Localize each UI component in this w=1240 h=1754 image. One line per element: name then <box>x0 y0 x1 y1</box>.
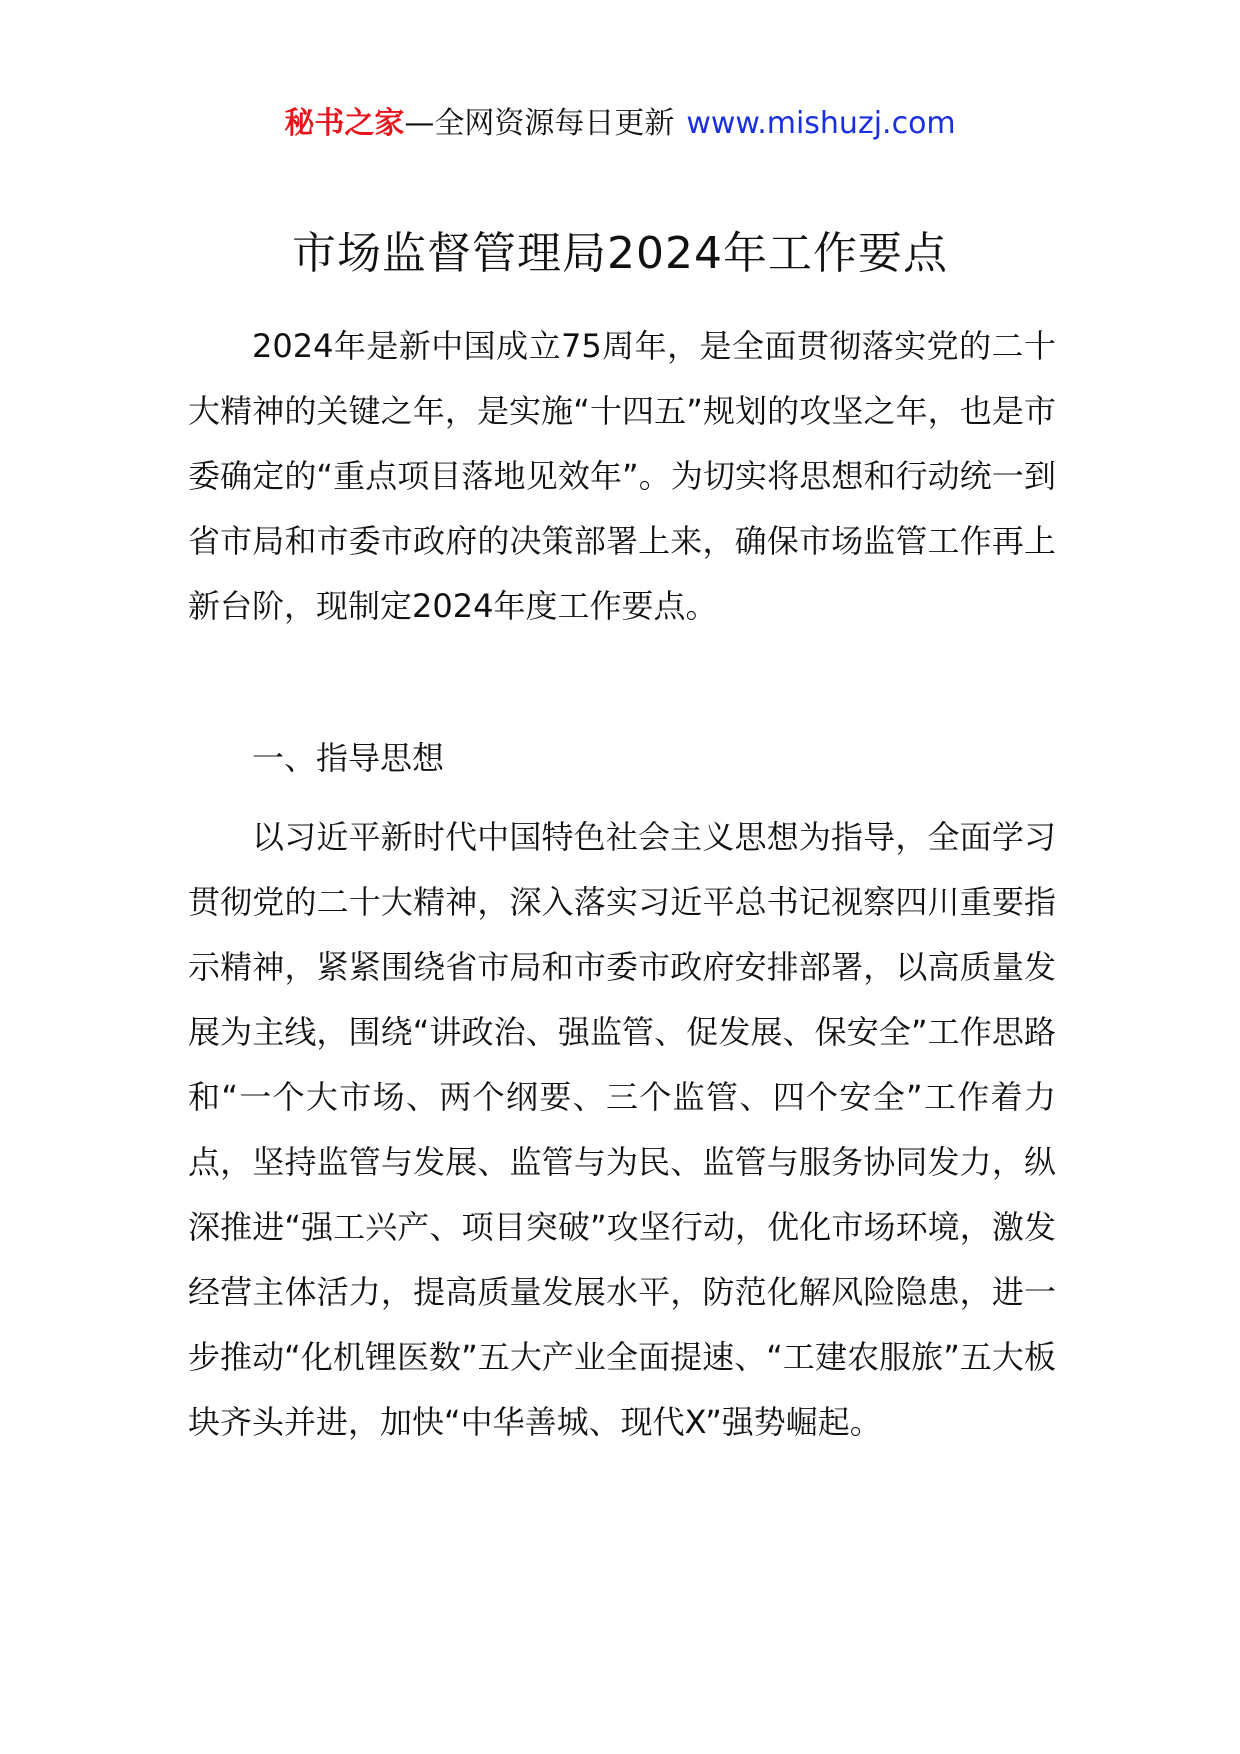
section-heading-guiding-ideology: 一、指导思想 <box>252 739 445 777</box>
brand-name: 秘书之家 <box>284 106 405 141</box>
guiding-ideology-paragraph: 以习近平新时代中国特色社会主义思想为指导，全面学习贯彻党的二十大精神，深入落实习近平总书记视察四川重要指示精神，紧紧围绕省市局和市委市政府安排部署，以高质量发展为主线，围绕“讲政治、强监管、促发展、保安全”工作思路和“一个大市场、两个纲要、三个监管、四个安全”工作着力点，坚持监管与发展、监管与为民、监管与服务协同发力，纵深推进“强工兴产、项目突破”攻坚行动，优化市场环境，激发经营主体活力，提高质量发展水平，防范化解风险隐患，进一步推动“化机锂医数”五大产业全面提速、“工建农服旅”五大板块齐头并进，加快“中华善城、现代X”强势崛起。 <box>188 818 1056 1441</box>
site-url-link[interactable]: www.mishuzj.com <box>686 106 956 141</box>
intro-paragraph: 2024年是新中国成立75周年，是全面贯彻落实党的二十大精神的关键之年，是实施“十四五”规划的攻坚之年，也是市委确定的“重点项目落地见效年”。为切实将思想和行动统一到省市局和市委市政府的决策部署上来，确保市场监管工作再上新台阶，现制定2024年度工作要点。 <box>188 327 1056 625</box>
site-header <box>0 100 1240 148</box>
document-title: 市场监督管理局2024年工作要点 <box>292 228 948 279</box>
header-tagline: —全网资源每日更新 <box>404 106 675 141</box>
